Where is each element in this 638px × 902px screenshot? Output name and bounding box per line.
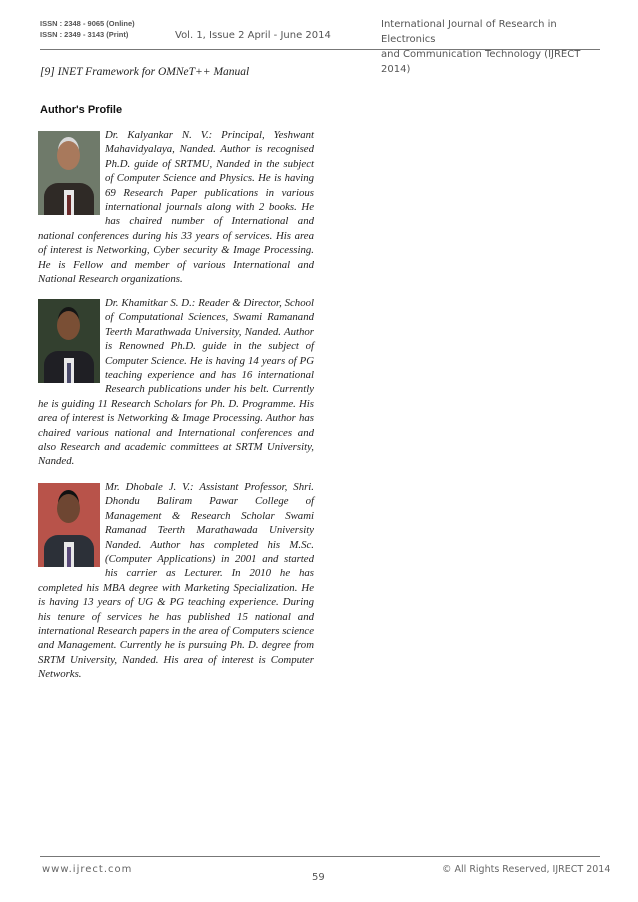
volume-issue: Vol. 1, Issue 2 April - June 2014 [175,30,331,41]
header-divider [40,49,600,50]
author-photo-1 [38,131,100,215]
issn-online: ISSN : 2348 - 9065 (Online) [40,19,135,28]
footer-copyright: © All Rights Reserved, IJRECT 2014 [442,864,611,875]
page-number: 59 [312,872,325,883]
reference-item: [9] INET Framework for OMNeT++ Manual [40,66,250,78]
journal-title-line2: and Communication Technology (IJRECT 2014) [381,49,581,75]
footer-website: www.ijrect.com [42,864,133,875]
section-title: Author's Profile [40,104,123,116]
author-bio-1: Dr. Kalyankar N. V.: Principal, Yeshwant Mahavidyalaya, Nanded. Author is recognised Ph.D. guide of SRTMU, Nanded in the subject of Computer Science and Physics. He is having 69 Research Paper publications in various international journals along with 2 books. He has chaired number of International and national conferences during his 33 years of services. His area of interest is Networking, Cyber security & Image Processing. He is Fellow and member of various International and National Research organizations. [38,129,314,286]
footer-divider [40,856,600,857]
author-bio-2: Dr. Khamitkar S. D.: Reader & Director, School of Computational Sciences, Swami Ramanand Teerth Marathwada University, Nanded. Author is Renowned Ph.D. guide in the subject of Computer Science. He is having 14 years of PG teaching experience and has 16 international Research publications under his belt. Currently he is guiding 11 Research Scholars for Ph. D. Programme. His area of interest is Networking & Image Processing. Author has chaired various national and International conferences and also Research and academic committees at SRTM University, Nanded. [38,297,314,468]
author-photo-2 [38,299,100,383]
author-bio-3: Mr. Dhobale J. V.: Assistant Professor, Shri. Dhondu Baliram Pawar College of Management & Research Scholar Swami Ramanad Teerth Marathawada University Nanded. Author has completed his M.Sc. (Computer Applications) in 2001 and started his carrier as Lecturer. In 2010 he has completed his MBA degree with Marketing Specialization. He is having 13 years of UG & PG teaching experience. During his tenure of services he has published 15 national and international Research papers in the area of Computers science and Management. Currently he is pursuing Ph. D. degree from SRTM University, Nanded. His area of interest is Computer Networks. [38,481,314,681]
journal-title [381,17,611,77]
issn-print: ISSN : 2349 - 3143 (Print) [40,30,129,39]
author-profile-3 [38,480,314,682]
author-profile-1 [38,128,314,286]
journal-title-line1: International Journal of Research in Electronics [381,19,557,45]
author-photo-3 [38,483,100,567]
author-profile-2 [38,296,314,469]
issn-block [40,18,135,40]
